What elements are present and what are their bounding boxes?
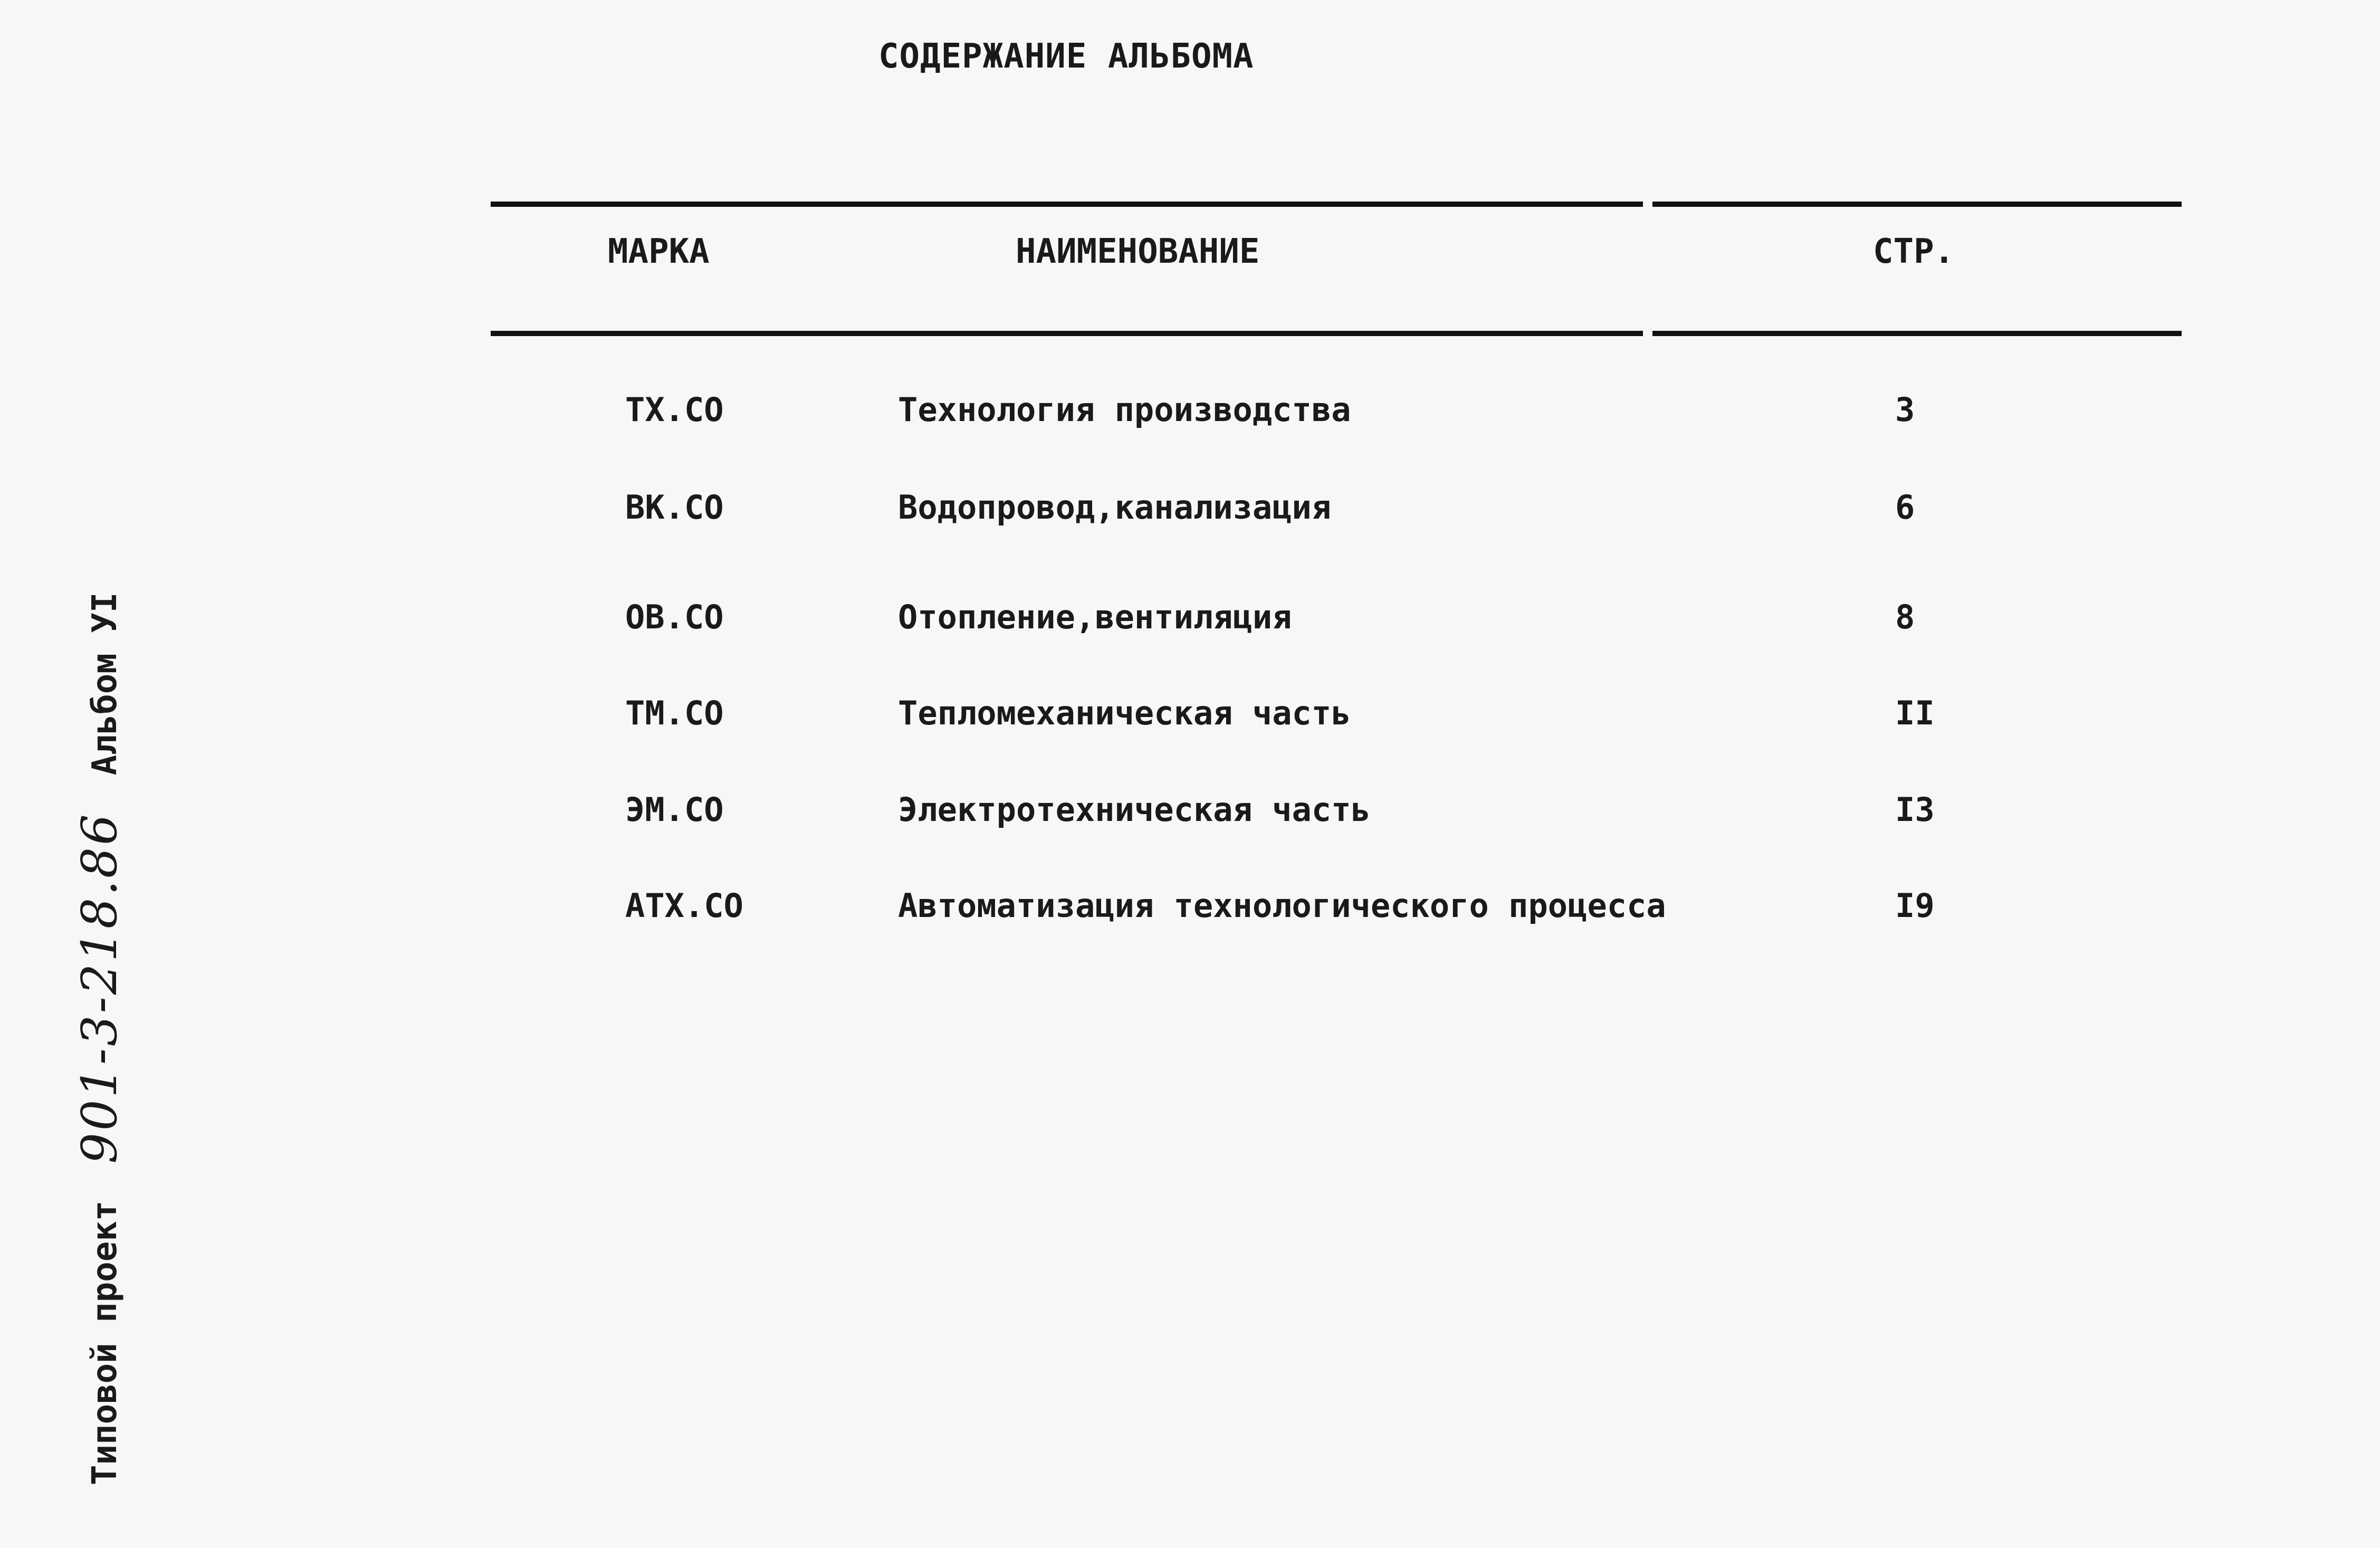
table-row-page: 8 [1895, 598, 1915, 636]
table-header-rule [491, 331, 2182, 336]
table-top-rule [491, 202, 2182, 207]
table-row-marka: ТМ.СО [625, 694, 724, 732]
table-row-marka: ТХ.СО [625, 390, 724, 429]
table-row-marka: ЭМ.СО [625, 790, 724, 829]
table-row-marka: АТХ.СО [625, 886, 743, 925]
project-number: 901-3-218.86 [71, 812, 128, 1164]
column-header-marka: МАРКА [608, 232, 710, 271]
column-header-name: НАИМЕНОВАНИЕ [1016, 232, 1260, 271]
table-row-marka: ВК.СО [625, 488, 724, 527]
side-stamp-prefix: Типовой проект [85, 1200, 125, 1485]
album-label: Альбом УI [85, 592, 125, 776]
table-row-name: Электротехническая часть [898, 790, 1371, 829]
table-row-name: Технология производства [898, 390, 1351, 429]
table-row-name: Тепломеханическая часть [898, 694, 1351, 732]
table-row-page: I9 [1895, 886, 1935, 925]
table-row-name: Водопровод,канализация [898, 488, 1332, 527]
table-row-page: II [1895, 694, 1935, 732]
document-title: СОДЕРЖАНИЕ АЛЬБОМА [878, 37, 1254, 76]
side-stamp [71, 593, 128, 1485]
table-row-name: Автоматизация технологического процесса [898, 886, 1666, 925]
table-row-marka: ОВ.СО [625, 598, 724, 636]
table-row-page: 3 [1895, 390, 1915, 429]
table-row-page: I3 [1895, 790, 1935, 829]
table-row-page: 6 [1895, 488, 1915, 527]
table-row-name: Отопление,вентиляция [898, 598, 1292, 636]
column-header-page: СТР. [1873, 232, 1955, 271]
